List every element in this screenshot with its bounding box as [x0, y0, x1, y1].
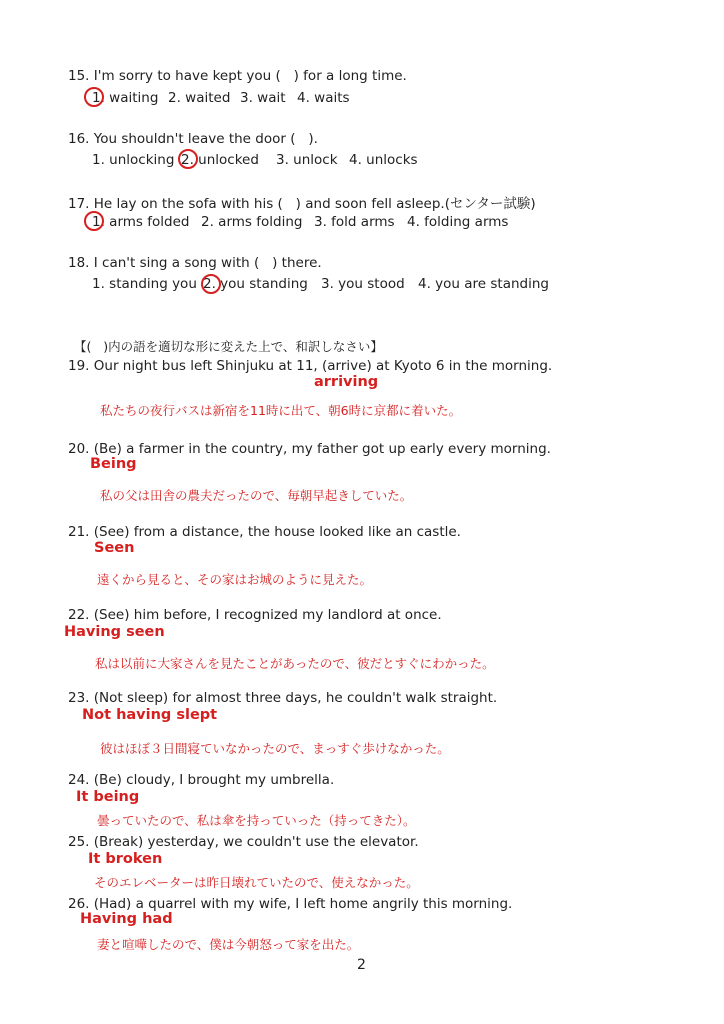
- question-23-stem: 23. (Not sleep) for almost three days, he couldn't walk straight.: [68, 690, 498, 706]
- question-17-option-2: 2. arms folding: [201, 214, 303, 230]
- question-16-option-2: 2. unlocked: [181, 152, 259, 168]
- question-17-option-4: 4. folding arms: [407, 214, 509, 230]
- question-15-option-3: 3. wait: [240, 90, 286, 106]
- answer-circle-17: [84, 211, 104, 231]
- answer-23: Not having slept: [82, 707, 218, 723]
- question-17-option-1: 1. arms folded: [92, 214, 190, 230]
- translation-26: 妻と喧嘩したので、僕は今朝怒って家を出た。: [97, 937, 360, 952]
- answer-circle-15: [84, 87, 104, 107]
- answer-21: Seen: [94, 540, 135, 556]
- question-18-stem: 18. I can't sing a song with ( ) there.: [68, 255, 322, 271]
- question-15-option-2: 2. waited: [168, 90, 231, 106]
- question-17-stem: 17. He lay on the sofa with his ( ) and soon fell asleep.(センター試験): [68, 196, 536, 212]
- answer-19: arriving: [314, 374, 379, 390]
- question-26-stem: 26. (Had) a quarrel with my wife, I left home angrily this morning.: [68, 896, 513, 912]
- question-16-option-1: 1. unlocking: [92, 152, 175, 168]
- question-17-option-3: 3. fold arms: [314, 214, 395, 230]
- answer-circle-16: [178, 149, 198, 169]
- answer-22: Having seen: [64, 624, 165, 640]
- question-18-option-2: 2. you standing: [203, 276, 308, 292]
- question-22-stem: 22. (See) him before, I recognized my landlord at once.: [68, 607, 442, 623]
- translation-24: 曇っていたので、私は傘を持っていった（持ってきた）。: [97, 813, 416, 828]
- answer-24: It being: [76, 789, 140, 805]
- question-16-option-4: 4. unlocks: [349, 152, 418, 168]
- question-19-stem: 19. Our night bus left Shinjuku at 11, (arrive) at Kyoto 6 in the morning.: [68, 358, 553, 374]
- question-15-stem: 15. I'm sorry to have kept you ( ) for a long time.: [68, 68, 407, 84]
- question-18-option-4: 4. you are standing: [418, 276, 549, 292]
- question-24-stem: 24. (Be) cloudy, I brought my umbrella.: [68, 772, 335, 788]
- question-16-stem: 16. You shouldn't leave the door ( ).: [68, 131, 318, 147]
- question-20-stem: 20. (Be) a farmer in the country, my father got up early every morning.: [68, 441, 551, 457]
- question-16-option-3: 3. unlock: [276, 152, 338, 168]
- translation-20: 私の父は田舎の農夫だったので、毎朝早起きしていた。: [100, 488, 413, 503]
- page-number: 2: [357, 957, 366, 973]
- translation-19: 私たちの夜行バスは新宿を11時に出て、朝6時に京都に着いた。: [100, 403, 462, 418]
- question-18-option-3: 3. you stood: [321, 276, 405, 292]
- answer-circle-18: [201, 274, 221, 294]
- question-15-option-1: 1. waiting: [92, 90, 159, 106]
- translation-22: 私は以前に大家さんを見たことがあったので、彼だとすぐにわかった。: [95, 656, 495, 671]
- translation-25: そのエレベーターは昨日壊れていたので、使えなかった。: [94, 875, 419, 890]
- translation-23: 彼はほぼ３日間寝ていなかったので、まっすぐ歩けなかった。: [100, 741, 450, 756]
- translation-21: 遠くから見ると、その家はお城のように見えた。: [97, 572, 373, 587]
- question-25-stem: 25. (Break) yesterday, we couldn't use the elevator.: [68, 834, 419, 850]
- answer-26: Having had: [80, 911, 173, 927]
- section-heading: 【( )内の語を適切な形に変えた上で、和訳しなさい】: [74, 339, 383, 354]
- answer-20: Being: [90, 456, 137, 472]
- question-15-option-4: 4. waits: [297, 90, 350, 106]
- question-21-stem: 21. (See) from a distance, the house looked like an castle.: [68, 524, 461, 540]
- answer-25: It broken: [88, 851, 163, 867]
- question-18-option-1: 1. standing you: [92, 276, 197, 292]
